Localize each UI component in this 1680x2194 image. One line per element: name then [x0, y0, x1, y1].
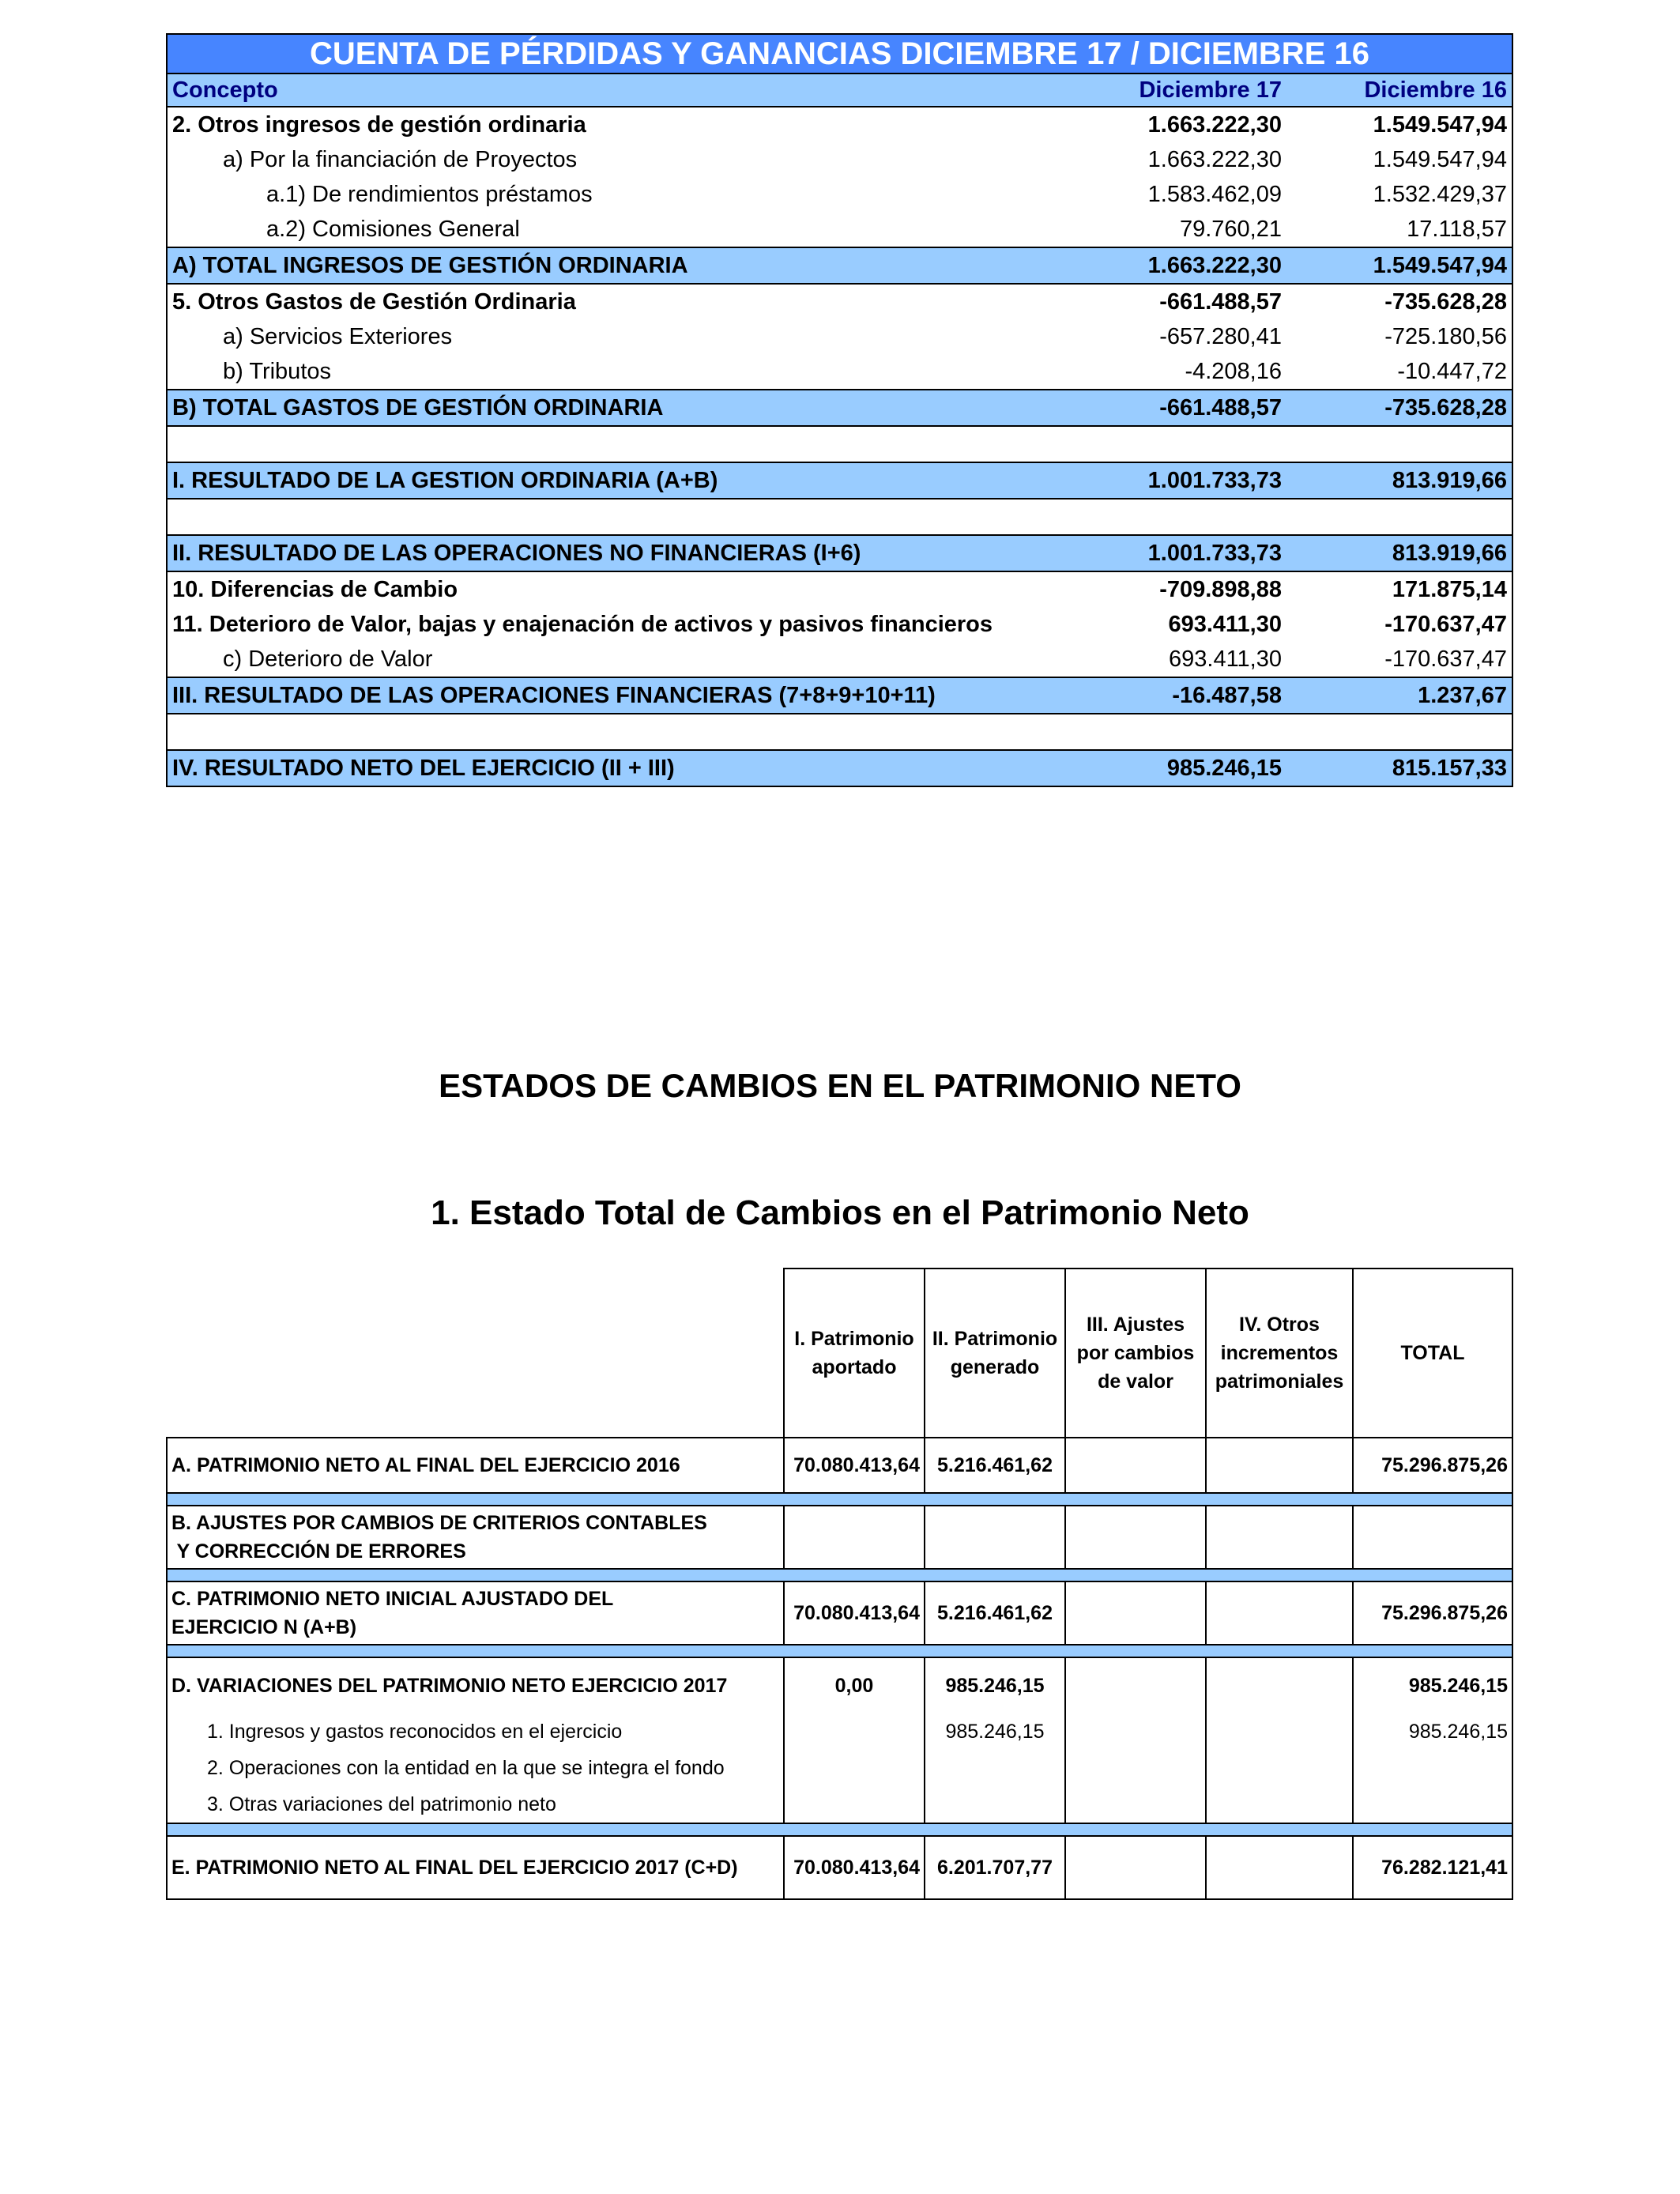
row-label-line1: C. PATRIMONIO NETO INICIAL AJUSTADO DEL: [171, 1588, 614, 1610]
table-row: [167, 1750, 1512, 1786]
table-row: [167, 642, 1512, 677]
cell-total: 985.246,15: [1353, 1657, 1512, 1713]
row-value-dic16: 815.157,33: [1286, 750, 1512, 786]
row-value-dic17: -661.488,57: [1060, 390, 1286, 426]
row-value-dic17: -709.898,88: [1159, 576, 1282, 602]
table-row: [167, 1581, 1512, 1645]
row-label: 1. Ingresos y gastos reconocidos en el ejercicio: [167, 1713, 784, 1750]
row-value-dic16: -735.628,28: [1286, 284, 1512, 319]
row-label: III. RESULTADO DE LAS OPERACIONES FINANCIERAS (7+8+9+10+11): [167, 677, 1060, 714]
row-label: IV. RESULTADO NETO DEL EJERCICIO (II + III): [167, 750, 1060, 786]
row-label: E. PATRIMONIO NETO AL FINAL DEL EJERCICIO 2017 (C+D): [167, 1836, 784, 1899]
row-label: a.2) Comisiones General: [167, 212, 1060, 247]
row-label-line2: EJERCICIO N (A+B): [171, 1616, 357, 1638]
row-value-dic16: 17.118,57: [1286, 212, 1512, 247]
table-row: [167, 142, 1512, 177]
row-value-dic16: -735.628,28: [1286, 390, 1512, 426]
row-value-dic16: 813.919,66: [1286, 462, 1512, 499]
row-value-dic17: 1.663.222,30: [1147, 146, 1282, 172]
table-title: CUENTA DE PÉRDIDAS Y GANANCIAS DICIEMBRE 17 / DICIEMBRE 16: [167, 34, 1512, 74]
row-label: 3. Otras variaciones del patrimonio neto: [167, 1786, 784, 1823]
header-diciembre-16: Diciembre 16: [1286, 74, 1512, 107]
row-label: b) Tributos: [167, 354, 1060, 390]
section-heading: ESTADOS DE CAMBIOS EN EL PATRIMONIO NETO: [439, 1067, 1241, 1104]
cell-aportado: 0,00: [784, 1657, 925, 1713]
row-label: c) Deterioro de Valor: [167, 642, 1060, 677]
table-row: [167, 1713, 1512, 1750]
row-label-line1: B. AJUSTES POR CAMBIOS DE CRITERIOS CONTABLES: [171, 1512, 707, 1534]
separator-row: [167, 1493, 1512, 1506]
row-value-dic17: 693.411,30: [1168, 611, 1282, 637]
row-value-dic16: 1.237,67: [1286, 677, 1512, 714]
row-value-dic17: 985.246,15: [1060, 750, 1286, 786]
result-row: [167, 535, 1512, 571]
table-row: [167, 571, 1512, 607]
row-label: I. RESULTADO DE LA GESTION ORDINARIA (A+B): [167, 462, 1060, 499]
row-label: a.1) De rendimientos préstamos: [167, 177, 1060, 212]
table-row: [167, 1657, 1512, 1713]
header-patrimonio-aportado: I. Patrimonio aportado: [784, 1269, 925, 1438]
table-row: [167, 1786, 1512, 1823]
header-otros-incrementos: IV. Otros incrementos patrimoniales: [1206, 1269, 1353, 1438]
row-value-dic17: 1.583.462,09: [1147, 181, 1282, 207]
row-label: A) TOTAL INGRESOS DE GESTIÓN ORDINARIA: [167, 247, 1060, 284]
row-label: II. RESULTADO DE LAS OPERACIONES NO FINANCIERAS (I+6): [167, 535, 1060, 571]
row-value-dic16: -170.637,47: [1286, 642, 1512, 677]
row-label: 10. Diferencias de Cambio: [167, 571, 1060, 607]
table-row: [167, 177, 1512, 212]
header-diciembre-17: Diciembre 17: [1060, 74, 1286, 107]
header-total: TOTAL: [1353, 1269, 1512, 1438]
row-label: 2. Operaciones con la entidad en la que se integra el fondo: [167, 1750, 784, 1786]
row-value-dic17: 1.663.222,30: [1147, 111, 1282, 138]
separator-row: [167, 1823, 1512, 1836]
row-value-dic17: 1.663.222,30: [1060, 247, 1286, 284]
total-row: [167, 390, 1512, 426]
table-header-row: [167, 1269, 1512, 1438]
row-value-dic17: 79.760,21: [1179, 216, 1282, 242]
cell-generado: 5.216.461,62: [925, 1581, 1065, 1645]
cell-aportado: 70.080.413,64: [784, 1581, 925, 1645]
empty-row: [167, 499, 1512, 535]
separator-row: [167, 1569, 1512, 1581]
row-value-dic16: -725.180,56: [1286, 319, 1512, 354]
row-value-dic17: -657.280,41: [1159, 323, 1282, 349]
row-label: 11. Deterioro de Valor, bajas y enajenación de activos y pasivos financieros: [167, 607, 1060, 642]
row-value-dic16: -10.447,72: [1286, 354, 1512, 390]
row-value-dic16: 171.875,14: [1286, 571, 1512, 607]
cell-generado: 5.216.461,62: [925, 1438, 1065, 1493]
result-row: [167, 677, 1512, 714]
row-value-dic16: 813.919,66: [1286, 535, 1512, 571]
table-row: [167, 607, 1512, 642]
row-value-dic17: -661.488,57: [1159, 288, 1282, 315]
cell-generado: 6.201.707,77: [925, 1836, 1065, 1899]
row-label: a) Por la financiación de Proyectos: [167, 142, 1060, 177]
table-row: [167, 107, 1512, 142]
row-label: D. VARIACIONES DEL PATRIMONIO NETO EJERCICIO 2017: [167, 1657, 784, 1713]
header-ajustes-cambios-valor: III. Ajustes por cambios de valor: [1065, 1269, 1206, 1438]
row-value-dic16: -170.637,47: [1286, 607, 1512, 642]
table-row: [167, 212, 1512, 247]
row-label-line2: Y CORRECCIÓN DE ERRORES: [171, 1540, 466, 1563]
row-value-dic17: -16.487,58: [1060, 677, 1286, 714]
table-header-row: [167, 74, 1512, 107]
total-row: [167, 247, 1512, 284]
patrimonio-neto-table: [166, 1268, 1513, 1900]
result-row: [167, 750, 1512, 786]
row-label: [167, 1581, 784, 1645]
cuenta-perdidas-ganancias-table: [166, 33, 1513, 787]
empty-row: [167, 426, 1512, 462]
table-row: [167, 319, 1512, 354]
cell-aportado: 70.080.413,64: [784, 1836, 925, 1899]
row-label: 5. Otros Gastos de Gestión Ordinaria: [167, 284, 1060, 319]
subsection-heading: 1. Estado Total de Cambios en el Patrimonio Neto: [431, 1193, 1249, 1232]
cell-total: 75.296.875,26: [1353, 1438, 1512, 1493]
cell-total: 75.296.875,26: [1353, 1581, 1512, 1645]
header-patrimonio-generado: II. Patrimonio generado: [925, 1269, 1065, 1438]
row-value-dic16: 1.549.547,94: [1286, 107, 1512, 142]
row-value-dic16: 1.532.429,37: [1286, 177, 1512, 212]
cell-generado: 985.246,15: [925, 1713, 1065, 1750]
cell-total: 76.282.121,41: [1353, 1836, 1512, 1899]
row-label: A. PATRIMONIO NETO AL FINAL DEL EJERCICIO 2016: [167, 1438, 784, 1493]
cell-total: 985.246,15: [1353, 1713, 1512, 1750]
table-row: [167, 284, 1512, 319]
table-title-row: [167, 34, 1512, 74]
cell-generado: 985.246,15: [925, 1657, 1065, 1713]
row-label: [167, 1506, 784, 1569]
table-row: [167, 1438, 1512, 1493]
table-row: [167, 1836, 1512, 1899]
row-value-dic17: 1.001.733,73: [1060, 462, 1286, 499]
table-row: [167, 1506, 1512, 1569]
row-label: a) Servicios Exteriores: [167, 319, 1060, 354]
result-row: [167, 462, 1512, 499]
row-value-dic17: 1.001.733,73: [1060, 535, 1286, 571]
separator-row: [167, 1645, 1512, 1657]
row-value-dic17: -4.208,16: [1185, 358, 1282, 384]
row-label: B) TOTAL GASTOS DE GESTIÓN ORDINARIA: [167, 390, 1060, 426]
row-value-dic16: 1.549.547,94: [1286, 247, 1512, 284]
row-value-dic17: 693.411,30: [1169, 646, 1282, 672]
header-concepto: Concepto: [167, 74, 1060, 107]
cell-aportado: 70.080.413,64: [784, 1438, 925, 1493]
row-label: 2. Otros ingresos de gestión ordinaria: [167, 107, 1060, 142]
table-row: [167, 354, 1512, 390]
row-value-dic16: 1.549.547,94: [1286, 142, 1512, 177]
empty-row: [167, 714, 1512, 750]
